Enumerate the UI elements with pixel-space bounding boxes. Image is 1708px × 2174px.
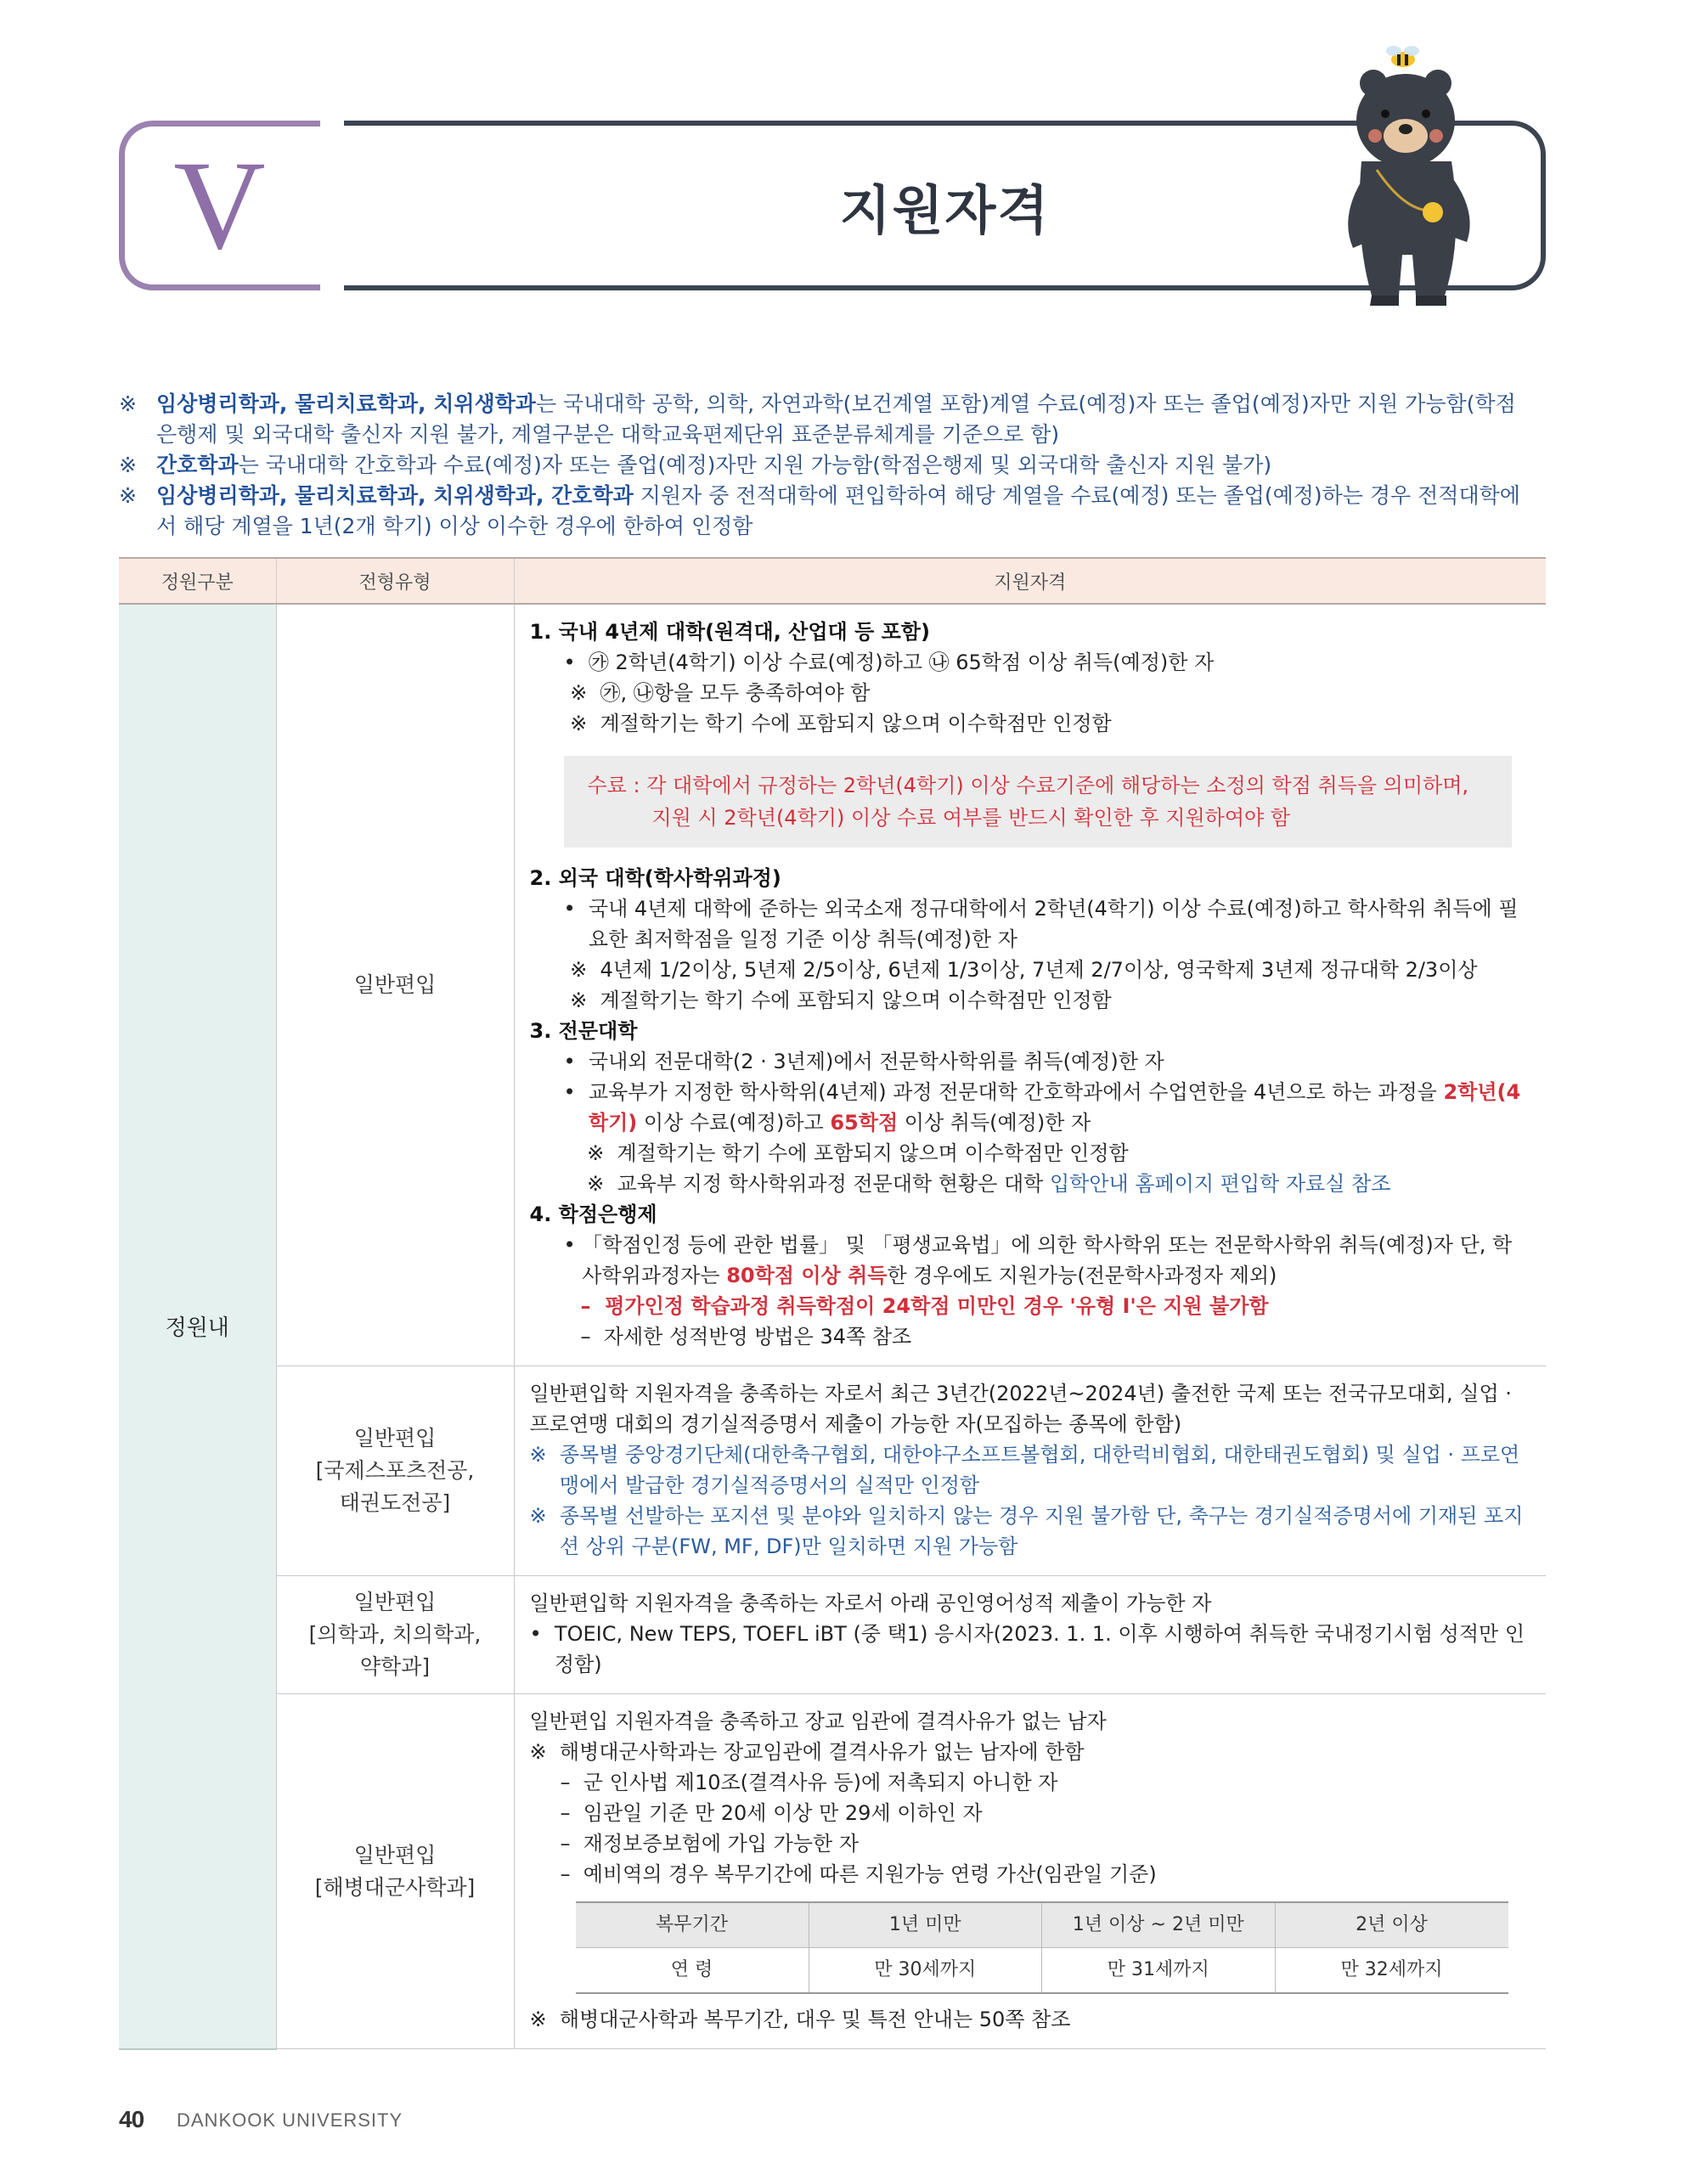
note-item: ※ 종목별 중앙경기단체(대한축구협회, 대한야구소프트볼협회, 대한럭비협회, 대한태권도협회) 및 실업 · 프로연맹에서 발급한 경기실적증명서의 실적만 인정함 [530, 1439, 1530, 1501]
callout-line: 수료 : 각 대학에서 규정하는 2학년(4학기) 이상 수료기준에 해당하는 소정의 학점 취득을 의미하며, [587, 774, 1469, 797]
note-text: 지원자 중 전적대학에 편입학하여 해당 계열을 수료(예정) 또는 졸업(예정)하는 경우 전적대학에서 해당 계열을 1년(2개 학기) 이상 이수한 경우에 한하여 인정함 [156, 483, 1520, 538]
note-item: ※ 교육부 지정 학사학위과정 전문대학 현황은 대학 입학안내 홈페이지 편입학 자료실 참조 [580, 1172, 1391, 1196]
publisher-name: DANKOOK UNIVERSITY [177, 2109, 403, 2131]
category-cell: 정원내 [119, 604, 276, 2049]
sub-header-row [576, 1902, 1508, 1948]
note-item: ※ 계절학기는 학기 수에 포함되지 않으며 이수학점만 인정함 [563, 712, 1112, 735]
sub-row [576, 1948, 1508, 1994]
callout-line: 지원 시 2학년(4학기) 이상 수료 여부를 반드시 확인한 후 지원하여야 함 [651, 806, 1291, 830]
bullet-text: 국내외 전문대학(2 · 3년제)에서 전문학사학위를 취득(예정)한 자 [588, 1050, 1164, 1073]
table-header-row [119, 558, 1546, 604]
note-text: 계절학기는 학기 수에 포함되지 않으며 이수학점만 인정함 [600, 988, 1112, 1012]
note-item: ※ 계절학기는 학기 수에 포함되지 않으며 이수학점만 인정함 [563, 988, 1112, 1012]
homepage-reference-link[interactable]: 입학안내 홈페이지 편입학 자료실 참조 [1049, 1172, 1391, 1196]
paragraph: 일반편입 지원자격을 충족하고 장교 임관에 결격사유가 없는 남자 [529, 1709, 1107, 1733]
bullet-text: TOEIC, New TEPS, TOEFL iBT (중 택1) 응시자(2023. 1. 1. 이후 시행하여 취득한 국내정기시험 성적만 인정함) [554, 1622, 1525, 1676]
dash-item: – 예비역의 경우 복무기간에 따른 지원가능 연령 가산(임관일 기준) [560, 1862, 1157, 1886]
callout-box [564, 756, 1513, 848]
note-text: 교육부 지정 학사학위과정 전문대학 현황은 대학 [617, 1172, 1050, 1196]
qualification-cell [514, 1576, 1546, 1694]
note-text: 종목별 중앙경기단체(대한축구협회, 대한야구소프트볼협회, 대한럭비협회, 대한태권도협회) 및 실업 · 프로연맹에서 발급한 경기실적증명서의 실적만 인정함 [559, 1443, 1520, 1497]
bullet-item: • 국내 4년제 대학에 준하는 외국소재 정규대학에서 2학년(4학기) 이상 수료(예정)하고 학사학위 취득에 필요한 최저학점을 일정 기준 이상 취득(예정)한 자 [530, 893, 1530, 955]
qualification-table [119, 557, 1546, 2050]
page-number: 40 [119, 2106, 144, 2132]
dash-text: 군 인사법 제10조(결격사유 등)에 저촉되지 아니한 자 [583, 1771, 1058, 1794]
bullet-text: 「학점인정 등에 관한 법률」 및 「평생교육법」에 의한 학사학위 또는 전문학사학위 취득(예정)자 단, 학사학위과정자는 80학점 이상 취득한 경우에도 지원가능(전문학사과정자 제외) [582, 1233, 1513, 1287]
type-line: 일반편입 [353, 1426, 437, 1450]
type-line: [의학과, 치의학과, [308, 1622, 482, 1647]
dash-item: – 임관일 기준 만 20세 이상 만 29세 이하인 자 [560, 1801, 983, 1825]
dash-text: 재정보증보험에 가입 가능한 자 [583, 1832, 860, 1856]
note-bold: 임상병리학과, 물리치료학과, 치위생학과, 간호학과 [156, 483, 634, 508]
note-text: 계절학기는 학기 수에 포함되지 않으며 이수학점만 인정함 [600, 712, 1112, 735]
type-line: [국제스포츠전공, [315, 1458, 475, 1483]
note-item [119, 389, 1529, 450]
note-bold: 임상병리학과, 물리치료학과, 치위생학과 [156, 391, 536, 416]
section-title: 2. 외국 대학(학사학위과정) [529, 866, 781, 890]
note-text: 해병대군사학과는 장교임관에 결격사유가 없는 남자에 한함 [559, 1740, 1085, 1764]
note-item [119, 481, 1529, 542]
dash-item: – 자세한 성적반영 방법은 34쪽 참조 [580, 1325, 912, 1349]
service-age-table [576, 1901, 1508, 1994]
note-text: 해병대군사학과 복무기간, 대우 및 특전 안내는 50쪽 참조 [559, 2008, 1071, 2031]
bear-mascot-illustration [1321, 25, 1499, 323]
bullet-text: ㉮ 2학년(4학기) 이상 수료(예정)하고 ㉯ 65학점 이상 취득(예정)한 자 [588, 651, 1215, 674]
note-item: ※ 계절학기는 학기 수에 포함되지 않으며 이수학점만 인정함 [580, 1141, 1129, 1165]
header-type: 전형유형 [276, 558, 514, 604]
sub-header-cell: 1년 이상 ~ 2년 미만 [1042, 1902, 1276, 1948]
bullet-text: 국내 4년제 대학에 준하는 외국소재 정규대학에서 2학년(4학기) 이상 수료(예정)하고 학사학위 취득에 필요한 최저학점을 일정 기준 이상 취득(예정)한 자 [588, 897, 1519, 951]
note-mark: ※ [119, 483, 137, 508]
dash-item: – 재정보증보험에 가입 가능한 자 [560, 1832, 860, 1856]
bullet-item: • 국내외 전문대학(2 · 3년제)에서 전문학사학위를 취득(예정)한 자 [563, 1050, 1164, 1073]
paragraph: 일반편입학 지원자격을 충족하는 자로서 최근 3년간(2022년~2024년) 출전한 국제 또는 전국규모대회, 실업 · 프로연맹 대회의 경기실적증명서 제출이 가능한 자(모집하는 종목에 한함) [529, 1382, 1512, 1436]
note-bold: 간호학과 [156, 453, 239, 477]
note-item: ※ 해병대군사학과는 장교임관에 결격사유가 없는 남자에 한함 [529, 1740, 1085, 1764]
note-text: 는 국내대학 간호학과 수료(예정)자 또는 졸업(예정)자만 지원 가능함(학점은행제 및 외국대학 출신자 지원 불가) [238, 453, 1272, 477]
note-text: 종목별 선발하는 포지션 및 분야와 일치하지 않는 경우 지원 불가함 단, 축구는 경기실적증명서에 기재된 포지션 상위 구분(FW, MF, DF)만 일치하면 지원 가능함 [559, 1504, 1524, 1558]
note-item: ※ 종목별 선발하는 포지션 및 분야와 일치하지 않는 경우 지원 불가함 단, 축구는 경기실적증명서에 기재된 포지션 상위 구분(FW, MF, DF)만 일치하면 지원 가능함 [530, 1501, 1530, 1562]
note-item: ※ ㉮, ㉯항을 모두 충족하여야 함 [563, 681, 871, 705]
dash-item: – 군 인사법 제10조(결격사유 등)에 저촉되지 아니한 자 [560, 1771, 1058, 1794]
paragraph: 일반편입학 지원자격을 충족하는 자로서 아래 공인영어성적 제출이 가능한 자 [529, 1591, 1212, 1615]
note-text: ㉮, ㉯항을 모두 충족하여야 함 [600, 681, 871, 705]
type-line: 태권도전공] [339, 1490, 451, 1515]
notes-list [119, 389, 1529, 542]
note-mark: ※ [119, 453, 137, 477]
type-line: 일반편입 [353, 1590, 437, 1614]
bullet-text: 교육부가 지정한 학사학위(4년제) 과정 전문대학 간호학과에서 수업연한을 4년으로 하는 과정을 2학년(4학기) 이상 수료(예정)하고 65학점 이상 취득(예정)한 자 [588, 1080, 1521, 1135]
type-line: 약학과] [359, 1654, 431, 1679]
bullet-item: • 교육부가 지정한 학사학위(4년제) 과정 전문대학 간호학과에서 수업연한을 4년으로 하는 과정을 2학년(4학기) 이상 수료(예정)하고 65학점 이상 취득(예정)한 자 [530, 1077, 1530, 1138]
dash-text: 예비역의 경우 복무기간에 따른 지원가능 연령 가산(임관일 기준) [583, 1862, 1157, 1886]
note-item: ※ 4년제 1/2이상, 5년제 2/5이상, 6년제 1/3이상, 7년제 2/7이상, 영국학제 3년제 정규대학 2/3이상 [563, 958, 1478, 982]
sub-header-cell: 2년 이상 [1275, 1902, 1508, 1948]
sub-header-cell: 복무기간 [576, 1902, 809, 1948]
table-row [119, 604, 1546, 1366]
qualification-cell [514, 1366, 1546, 1576]
type-cell [276, 1694, 514, 2049]
bullet-item: • TOEIC, New TEPS, TOEFL iBT (중 택1) 응시자(2023. 1. 1. 이후 시행하여 취득한 국내정기시험 성적만 인정함) [530, 1619, 1530, 1680]
header-qualification: 지원자격 [514, 558, 1546, 604]
sub-header-cell: 1년 미만 [809, 1902, 1042, 1948]
sub-cell: 만 32세까지 [1275, 1948, 1508, 1994]
type-cell [276, 1576, 514, 1694]
table-row [119, 1366, 1546, 1576]
note-mark: ※ [119, 391, 137, 416]
dash-item: – 평가인정 학습과정 취득학점이 24학점 미만인 경우 '유형 I'은 지원 불가함 [580, 1294, 1269, 1318]
chapter-number: V [173, 135, 266, 276]
header-category: 정원구분 [119, 558, 276, 604]
bullet-item: • ㉮ 2학년(4학기) 이상 수료(예정)하고 ㉯ 65학점 이상 취득(예정)한 자 [563, 651, 1215, 674]
note-text: 는 국내대학 공학, 의학, 자연과학(보건계열 포함)계열 수료(예정)자 또는 졸업(예정)자만 지원 가능함(학점은행제 및 외국대학 출신자 지원 불가, 계열구분은 대학교육편제단위 표준분류체계를 기준으로 함) [156, 391, 1516, 447]
section-title: 3. 전문대학 [529, 1019, 638, 1043]
page-title: 지원자격 [839, 178, 1051, 241]
note-text: 4년제 1/2이상, 5년제 2/5이상, 6년제 1/3이상, 7년제 2/7이상, 영국학제 3년제 정규대학 2/3이상 [600, 958, 1478, 982]
type-cell [276, 1366, 514, 1576]
sub-cell: 만 31세까지 [1042, 1948, 1276, 1994]
type-line: 일반편입 [353, 1842, 437, 1867]
sub-cell: 연 령 [576, 1948, 809, 1994]
section-title: 4. 학점은행제 [529, 1202, 657, 1226]
qualification-cell [514, 604, 1546, 1366]
dash-text: 자세한 성적반영 방법은 34쪽 참조 [603, 1325, 912, 1349]
note-text: 계절학기는 학기 수에 포함되지 않으며 이수학점만 인정함 [617, 1141, 1129, 1165]
dash-text: 평가인정 학습과정 취득학점이 24학점 미만인 경우 '유형 I'은 지원 불가함 [605, 1294, 1269, 1318]
bullet-item: • 「학점인정 등에 관한 법률」 및 「평생교육법」에 의한 학사학위 또는 전문학사학위 취득(예정)자 단, 학사학위과정자는 80학점 이상 취득한 경우에도 지원가능(전문학사과정자 제외) [530, 1230, 1530, 1291]
table-row [119, 1576, 1546, 1694]
section-title: 1. 국내 4년제 대학(원격대, 산업대 등 포함) [529, 620, 930, 644]
table-row [119, 1694, 1546, 2049]
qualification-cell [514, 1694, 1546, 2049]
type-cell: 일반편입 [276, 604, 514, 1366]
type-line: [해병대군사학과] [314, 1874, 476, 1900]
dash-text: 임관일 기준 만 20세 이상 만 29세 이하인 자 [583, 1801, 983, 1825]
note-item: ※ 해병대군사학과 복무기간, 대우 및 특전 안내는 50쪽 참조 [529, 2008, 1071, 2031]
sub-cell: 만 30세까지 [809, 1948, 1042, 1994]
note-item [119, 450, 1529, 481]
